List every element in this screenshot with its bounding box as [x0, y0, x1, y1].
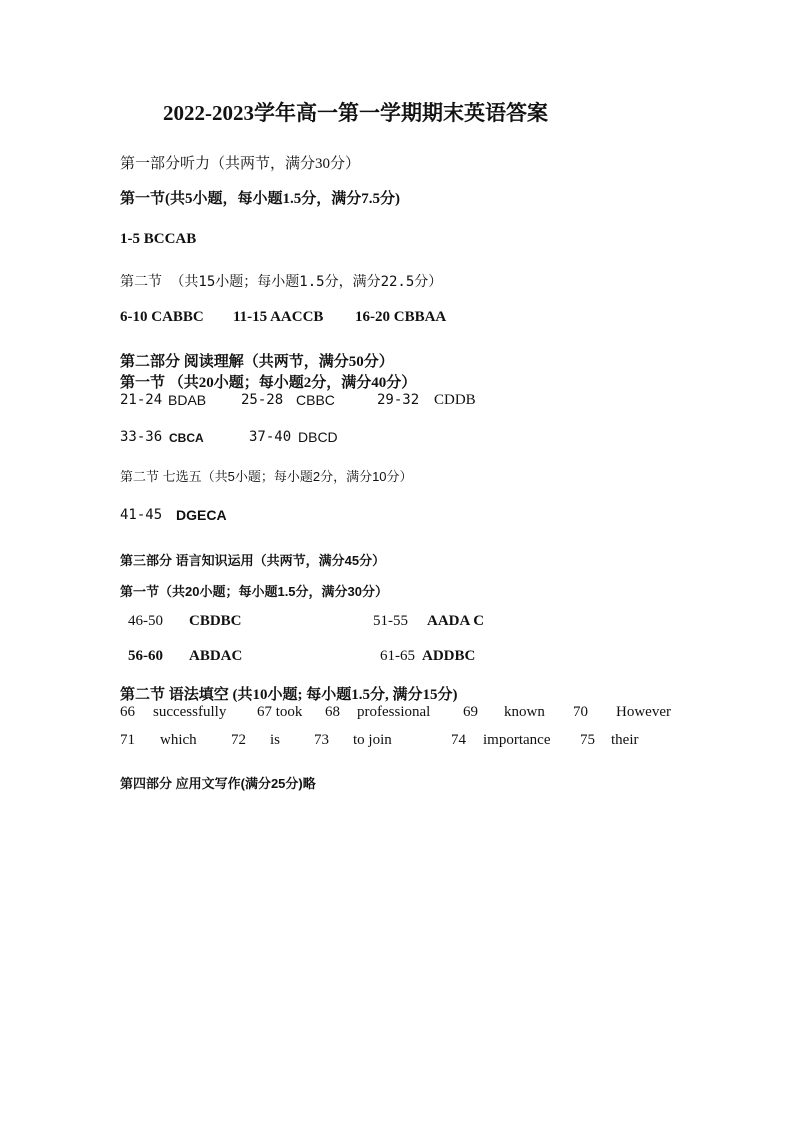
part3-row1-num1: 46-50 [128, 613, 163, 629]
part1-section2-answers-a: 6-10 CABBC [120, 309, 204, 325]
grammar-item: 66 [120, 704, 135, 720]
part3-row1-num2: 51-55 [373, 613, 408, 629]
part3-row2-ans1: ABDAC [189, 648, 243, 664]
part3-section1-heading: 第一节（共20小题；每小题1.5分，满分30分） [120, 584, 388, 599]
grammar-item: professional [357, 704, 431, 720]
part1-section2-heading: 第二节 （共15小题；每小题1.5分，满分22.5分） [120, 274, 443, 290]
part3-section2-heading: 第二节 语法填空 (共10小题; 每小题1.5分, 满分15分) [120, 687, 458, 703]
part2-row2-num2: 37-40 [249, 429, 292, 445]
part1-section2-answers-b: 11-15 AACCB [233, 309, 324, 325]
grammar-item: However [616, 704, 671, 720]
part2-row1-num3: 29-32 [377, 392, 420, 408]
grammar-item: 69 [463, 704, 478, 720]
grammar-item: 67 took [257, 704, 303, 720]
grammar-item: importance [483, 732, 551, 748]
part2-row2-ans2: DBCD [298, 429, 338, 445]
grammar-item: known [504, 704, 545, 720]
part1-heading: 第一部分听力（共两节，满分30分） [120, 156, 361, 172]
part3-row1-ans2: AADA C [427, 613, 485, 629]
grammar-item: to join [353, 732, 392, 748]
grammar-item: 75 [580, 732, 595, 748]
part2-row1-num1: 21-24 [120, 392, 163, 408]
grammar-item: 70 [573, 704, 588, 720]
part3-row2-num1: 56-60 [128, 648, 163, 664]
part2-row1-num2: 25-28 [241, 392, 284, 408]
grammar-item: 71 [120, 732, 135, 748]
part2-row2-ans1: CBCA [169, 431, 204, 445]
part2-row1-ans3: CDDB [434, 392, 476, 408]
part2-row2-num1: 33-36 [120, 429, 163, 445]
part2-section1-heading: 第一节 （共20小题；每小题2分，满分40分） [120, 375, 417, 391]
grammar-item: 73 [314, 732, 329, 748]
part1-section1-heading: 第一节(共5小题，每小题1.5分，满分7.5分) [120, 191, 400, 207]
part2-section2-answers: DGECA [176, 507, 227, 523]
grammar-item: their [611, 732, 639, 748]
part2-section2-heading: 第二节 七选五（共5小题；每小题2分，满分10分） [120, 469, 413, 484]
part2-row1-ans1: BDAB [168, 392, 207, 408]
part2-heading: 第二部分 阅读理解（共两节，满分50分） [120, 354, 394, 370]
part1-section1-answers: 1-5 BCCAB [120, 231, 197, 247]
part3-row1-ans1: CBDBC [189, 613, 242, 629]
page-title: 2022-2023学年高一第一学期期末英语答案 [163, 101, 548, 125]
grammar-item: successfully [153, 704, 227, 720]
grammar-item: 68 [325, 704, 340, 720]
part2-section2-num: 41-45 [120, 507, 163, 523]
part3-row2-num2: 61-65 [380, 648, 415, 664]
part3-heading: 第三部分 语言知识运用（共两节，满分45分） [120, 553, 386, 568]
part3-row2-ans2: ADDBC [422, 648, 476, 664]
part4-heading: 第四部分 应用文写作(满分25分)略 [120, 776, 316, 791]
grammar-item: which [160, 732, 197, 748]
grammar-item: 74 [451, 732, 466, 748]
part2-row1-ans2: CBBC [296, 392, 335, 408]
grammar-item: 72 [231, 732, 246, 748]
part1-section2-answers-c: 16-20 CBBAA [355, 309, 447, 325]
grammar-item: is [270, 732, 281, 748]
